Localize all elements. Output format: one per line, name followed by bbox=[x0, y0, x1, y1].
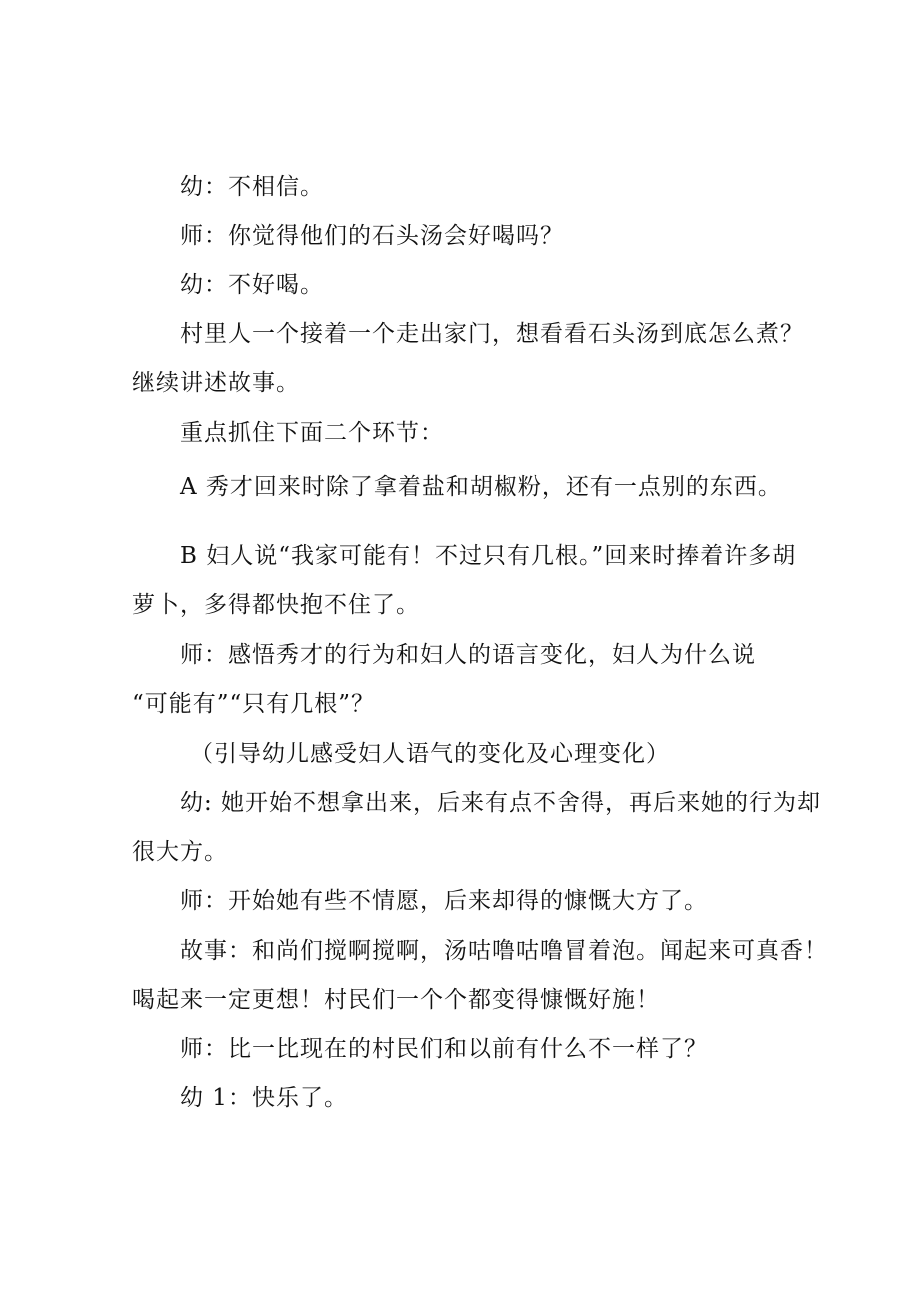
point-b-line: B 妇人说“我家可能有！不过只有几根。”回来时捧着许多胡 bbox=[180, 543, 797, 569]
dialogue-line-child: 幼：不好喝。 bbox=[180, 272, 324, 298]
point-b-line-continued: 萝卜，多得都快抱不住了。 bbox=[132, 592, 420, 618]
dialogue-line-child: 幼：不相信。 bbox=[180, 174, 324, 200]
dialogue-line-teacher: 师：你觉得他们的石头汤会好喝吗？ bbox=[180, 223, 564, 249]
story-line: 故事：和尚们搅啊搅啊，汤咕噜咕噜冒着泡。闻起来可真香！ bbox=[180, 938, 828, 964]
dialogue-line-child: 幼: 她开始不想拿出来，后来有点不舍得，再后来她的行为却 bbox=[180, 790, 822, 816]
point-a-line: A 秀才回来时除了拿着盐和胡椒粉，还有一点别的东西。 bbox=[180, 474, 782, 500]
instruction-line: 重点抓住下面二个环节： bbox=[180, 420, 444, 446]
dialogue-line-child: 幼 1：快乐了。 bbox=[180, 1085, 348, 1111]
dialogue-line-teacher: 师：比一比现在的村民们和以前有什么不一样了？ bbox=[180, 1036, 708, 1062]
dialogue-line-teacher-continued: “可能有”“只有几根”？ bbox=[132, 691, 376, 717]
story-line-continued: 喝起来一定更想！村民们一个个都变得慷慨好施！ bbox=[132, 987, 660, 1013]
dialogue-line-child-continued: 很大方。 bbox=[132, 839, 228, 865]
dialogue-line-teacher: 师：开始她有些不情愿，后来却得的慷慨大方了。 bbox=[180, 888, 708, 914]
guidance-note: （引导幼儿感受妇人语气的变化及心理变化） bbox=[190, 741, 670, 767]
narrative-line: 村里人一个接着一个走出家门，想看看石头汤到底怎么煮？ bbox=[180, 321, 804, 347]
dialogue-line-teacher: 师：感悟秀才的行为和妇人的语言变化，妇人为什么说 bbox=[180, 642, 756, 668]
narrative-line-continued: 继续讲述故事。 bbox=[132, 370, 300, 396]
